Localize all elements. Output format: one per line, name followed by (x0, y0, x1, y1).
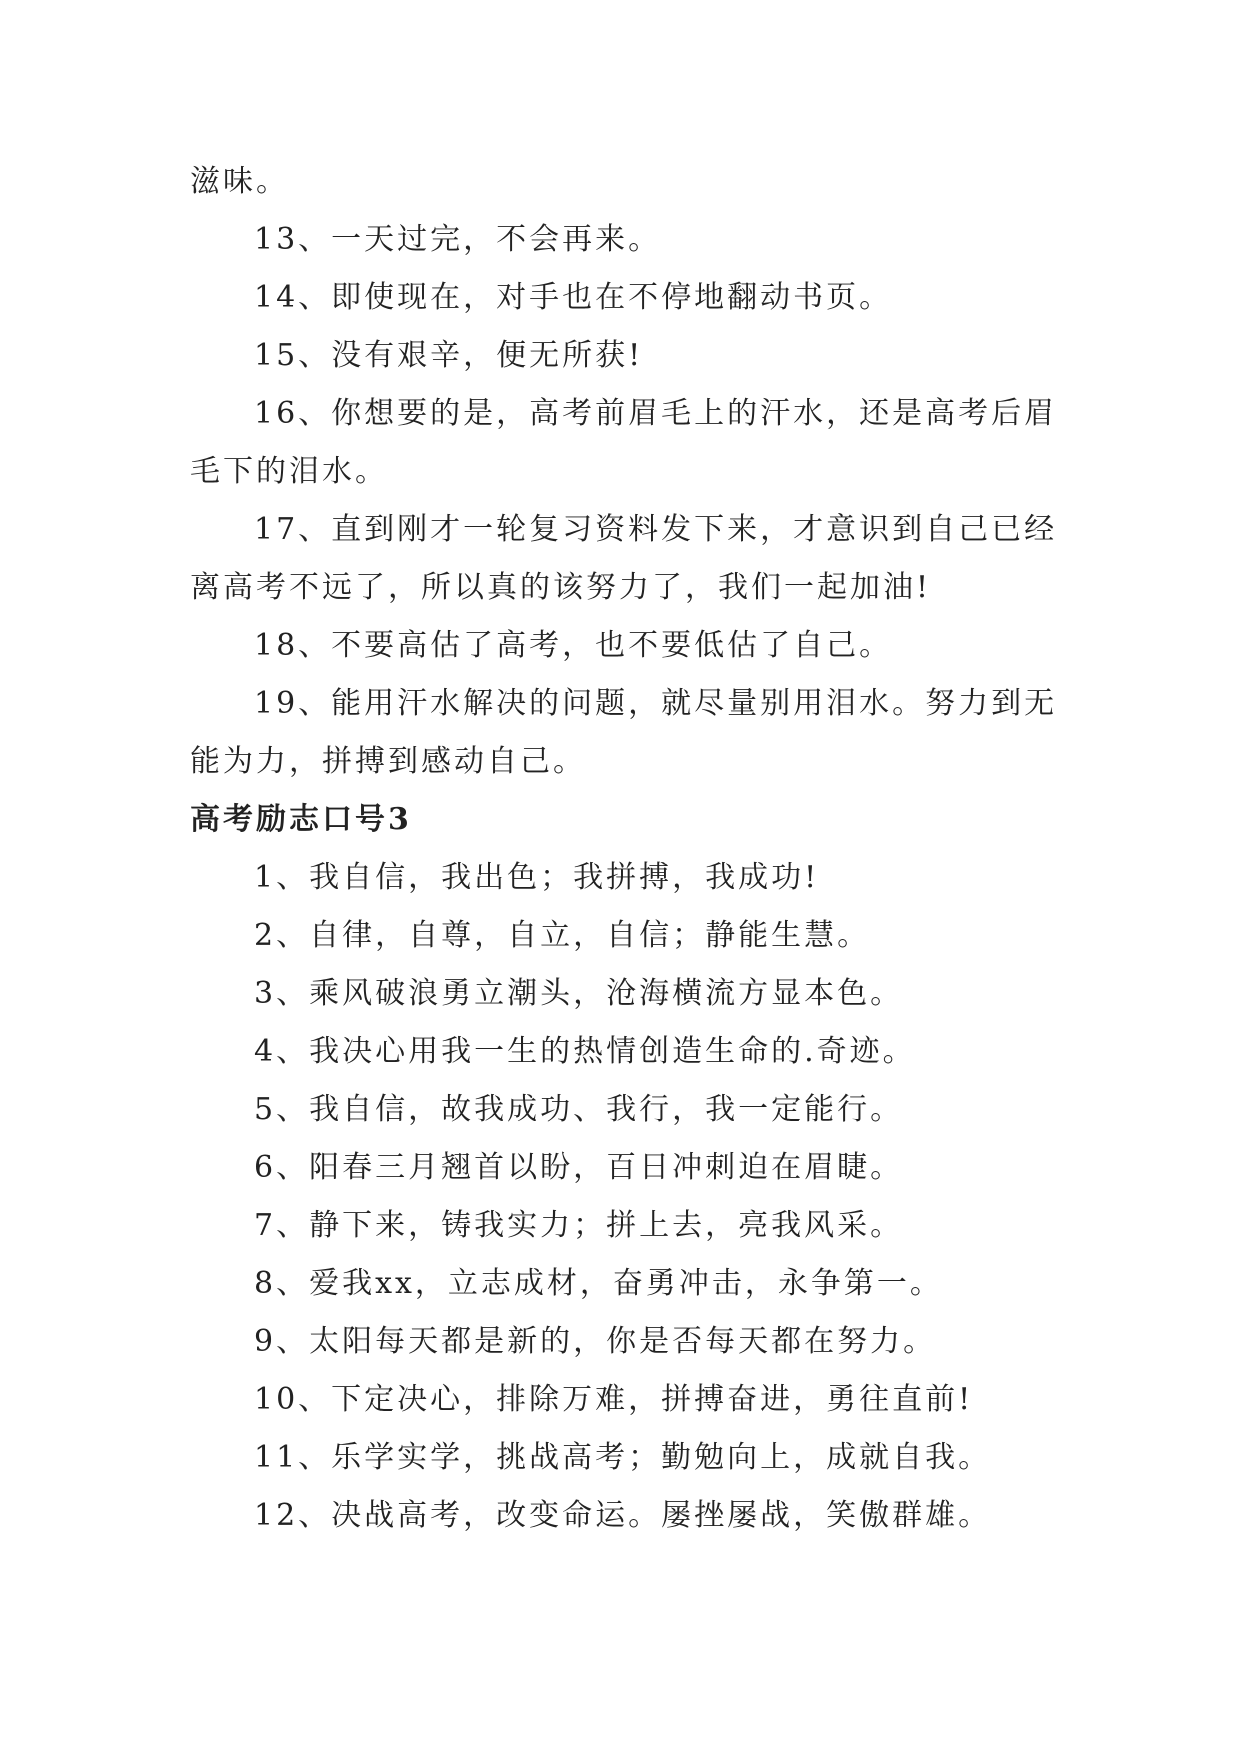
paragraph: 15、没有艰辛，便无所获! (254, 338, 644, 373)
paragraph: 16、你想要的是，高考前眉毛上的汗水，还是高考后眉毛下的泪水。 (190, 396, 1058, 489)
paragraph: 17、直到刚才一轮复习资料发下来，才意识到自己已经离高考不远了，所以真的该努力了，我们一起加油! (190, 512, 1058, 605)
paragraph: 19、能用汗水解决的问题，就尽量别用泪水。努力到无能为力，拼搏到感动自己。 (190, 686, 1058, 779)
paragraph: 14、即使现在，对手也在不停地翻动书页。 (254, 280, 893, 315)
list-item: 2、自律，自尊，自立，自信；静能生慧。 (254, 918, 871, 953)
list-item: 4、我决心用我一生的热情创造生命的.奇迹。 (254, 1034, 916, 1069)
list-item: 6、阳春三月翘首以盼，百日冲刺迫在眉睫。 (254, 1150, 904, 1185)
list-item: 11、乐学实学，挑战高考；勤勉向上，成就自我。 (254, 1440, 992, 1475)
document-body (190, 153, 1060, 1545)
list-item: 10、下定决心，排除万难，拼搏奋进，勇往直前! (254, 1382, 974, 1417)
list-item: 1、我自信，我出色；我拼搏，我成功! (254, 860, 820, 895)
list-item: 9、太阳每天都是新的，你是否每天都在努力。 (254, 1324, 937, 1359)
list-item: 8、爱我xx，立志成材，奋勇冲击，永争第一。 (254, 1266, 943, 1301)
list-item: 3、乘风破浪勇立潮头，沧海横流方显本色。 (254, 976, 904, 1011)
list-item: 5、我自信，故我成功、我行，我一定能行。 (254, 1092, 904, 1127)
list-item: 12、决战高考，改变命运。屡挫屡战，笑傲群雄。 (254, 1498, 992, 1533)
list-item: 7、静下来，铸我实力；拼上去，亮我风采。 (254, 1208, 904, 1243)
paragraph: 13、一天过完，不会再来。 (254, 222, 662, 257)
paragraph: 滋味。 (190, 164, 289, 199)
paragraph: 18、不要高估了高考，也不要低估了自己。 (254, 628, 893, 663)
section-heading: 高考励志口号3 (190, 802, 412, 837)
